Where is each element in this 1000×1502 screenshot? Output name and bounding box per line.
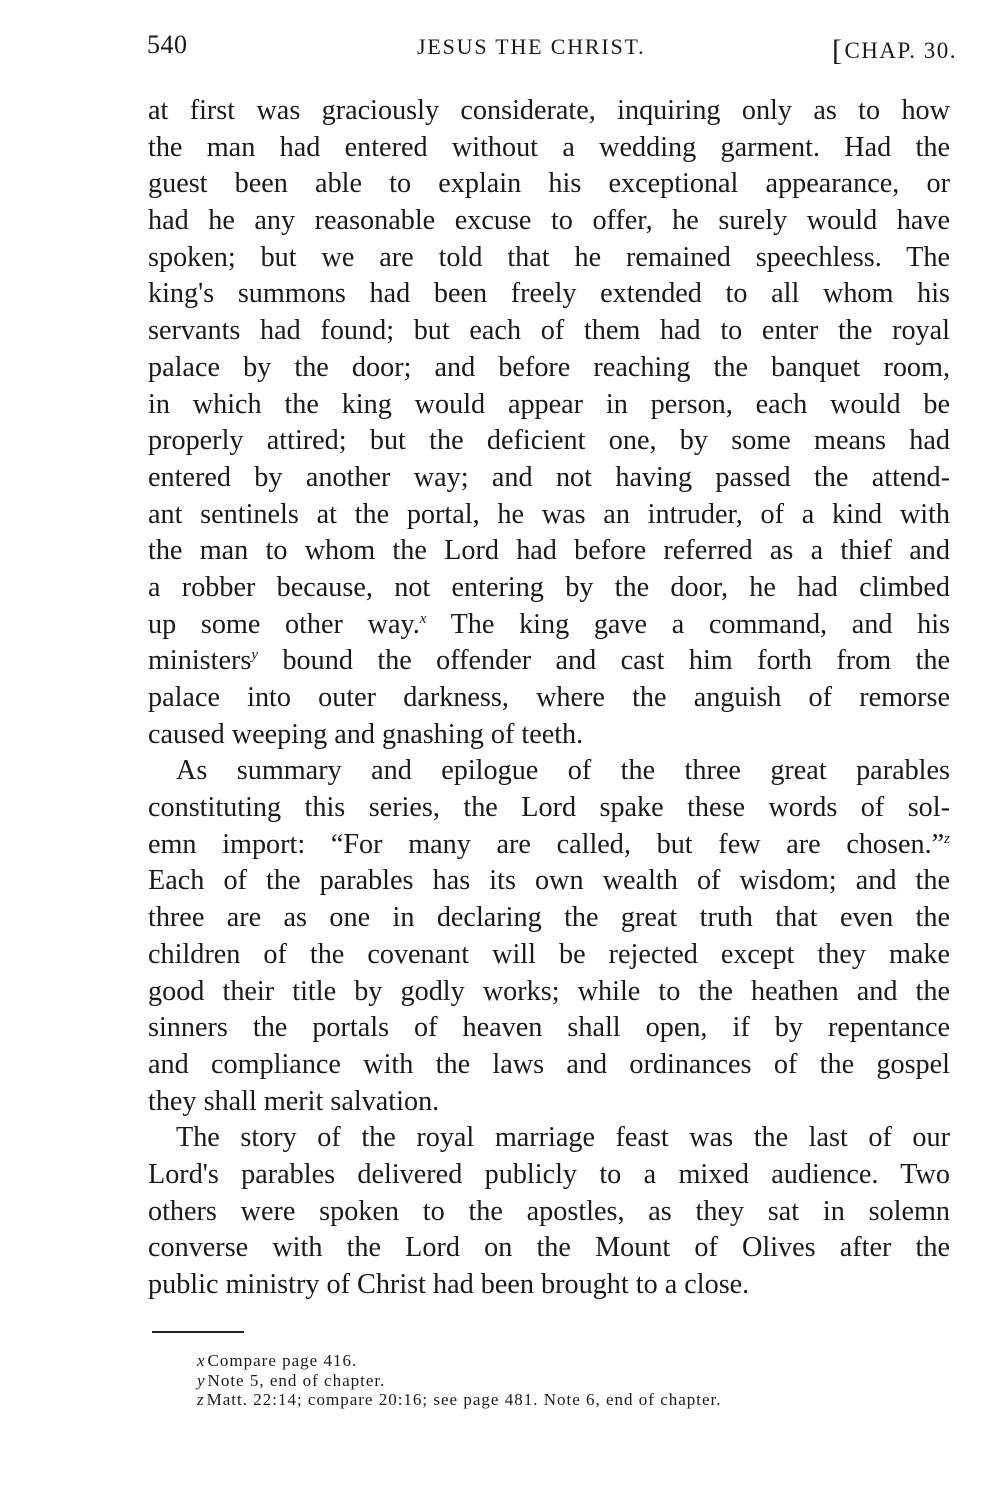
text-line: spoken; but we are told that he remained speechless. The <box>148 241 950 273</box>
text-line: the man to whom the Lord had before referred as a thief and <box>148 535 950 567</box>
text-line: palace into outer darkness, where the anguish of remorse <box>148 682 950 713</box>
text-line: properly attired; but the deficient one, by some means had <box>148 425 950 457</box>
footnote-divider <box>152 1331 244 1333</box>
text-line: sinners the portals of heaven shall open, if by repentance <box>148 1012 950 1044</box>
text-line: a robber because, not entering by the door, he had climbed <box>148 571 950 603</box>
text-line: good their title by godly works; while to the heathen and the <box>148 975 950 1007</box>
paragraph-2 <box>148 753 950 1120</box>
book-title: JESUS THE CHRIST. <box>417 34 646 59</box>
text-line: public ministry of Christ had been brought to a close. <box>148 1269 750 1300</box>
text-line: ant sentinels at the portal, he was an intruder, of a kind with <box>148 498 950 530</box>
body-text <box>148 93 950 1304</box>
text-line: others were spoken to the apostles, as they sat in solemn <box>148 1195 950 1227</box>
text-line: the man had entered without a wedding garment. Had the <box>148 131 950 163</box>
paragraph-1 <box>148 93 950 753</box>
line-segment: emn import: “For many are called, but few are chosen.” <box>148 828 945 860</box>
text-line: Lord's parables delivered publicly to a mixed audience. Two <box>148 1158 950 1190</box>
text-line: As summary and epilogue of the three great parables <box>176 755 950 787</box>
line-segment: up some other way. <box>148 608 420 640</box>
footnote-ref-y[interactable]: y <box>251 647 259 664</box>
text-line: three are as one in declaring the great truth that even the <box>148 902 950 934</box>
footnote-marker: x <box>197 1351 206 1370</box>
text-line: servants had found; but each of them had to enter the royal <box>148 315 950 347</box>
footnote-text: Compare page 416. <box>207 1351 358 1370</box>
footnote-z <box>197 1390 722 1410</box>
text-line <box>148 643 950 680</box>
paragraph-3 <box>148 1120 950 1303</box>
chapter-bracket: [ <box>831 34 844 67</box>
footnote-y <box>197 1371 722 1391</box>
text-line: at first was graciously considerate, inquiring only as to how <box>148 95 950 126</box>
text-line: in which the king would appear in person, each would be <box>148 388 950 420</box>
text-line <box>148 607 950 644</box>
footnote-text: Note 5, end of chapter. <box>207 1370 386 1390</box>
text-line: had he any reasonable excuse to offer, he surely would have <box>148 205 950 237</box>
text-line: caused weeping and gnashing of teeth. <box>148 718 584 750</box>
text-line: palace by the door; and before reaching the banquet room, <box>148 351 950 383</box>
footnote-marker: y <box>197 1370 206 1390</box>
footnotes <box>197 1351 722 1410</box>
footnote-ref-x[interactable]: x <box>419 610 427 627</box>
running-head <box>147 30 957 70</box>
footnote-ref-z[interactable]: z <box>944 830 950 847</box>
footnote-x <box>197 1351 722 1371</box>
chapter-label: CHAP. 30. <box>844 38 957 63</box>
text-line: children of the covenant will be rejected except they make <box>148 938 950 970</box>
line-segment: bound the offender and cast him forth from the <box>258 645 950 677</box>
text-line: they shall merit salvation. <box>148 1085 440 1117</box>
footnote-text: Matt. 22:14; compare 20:16; see page 481. Note 6, end of chapter. <box>206 1390 722 1409</box>
text-line <box>148 827 950 864</box>
text-line: entered by another way; and not having passed the attend- <box>148 461 950 493</box>
text-line: king's summons had been freely extended to all whom his <box>148 278 950 310</box>
text-line: converse with the Lord on the Mount of Olives after the <box>148 1232 950 1264</box>
page-number: 540 <box>147 30 188 59</box>
text-line: and compliance with the laws and ordinances of the gospel <box>148 1048 950 1080</box>
text-line: Each of the parables has its own wealth of wisdom; and the <box>148 865 950 897</box>
text-line: guest been able to explain his exceptional appearance, or <box>148 168 950 200</box>
text-line: constituting this series, the Lord spake these words of sol- <box>148 792 950 824</box>
text-line: The story of the royal marriage feast was the last of our <box>176 1122 950 1154</box>
line-segment: ministers <box>148 645 252 677</box>
footnote-marker: z <box>197 1390 205 1409</box>
chapter-reference <box>832 32 957 66</box>
line-segment: The king gave a command, and his <box>426 608 950 640</box>
